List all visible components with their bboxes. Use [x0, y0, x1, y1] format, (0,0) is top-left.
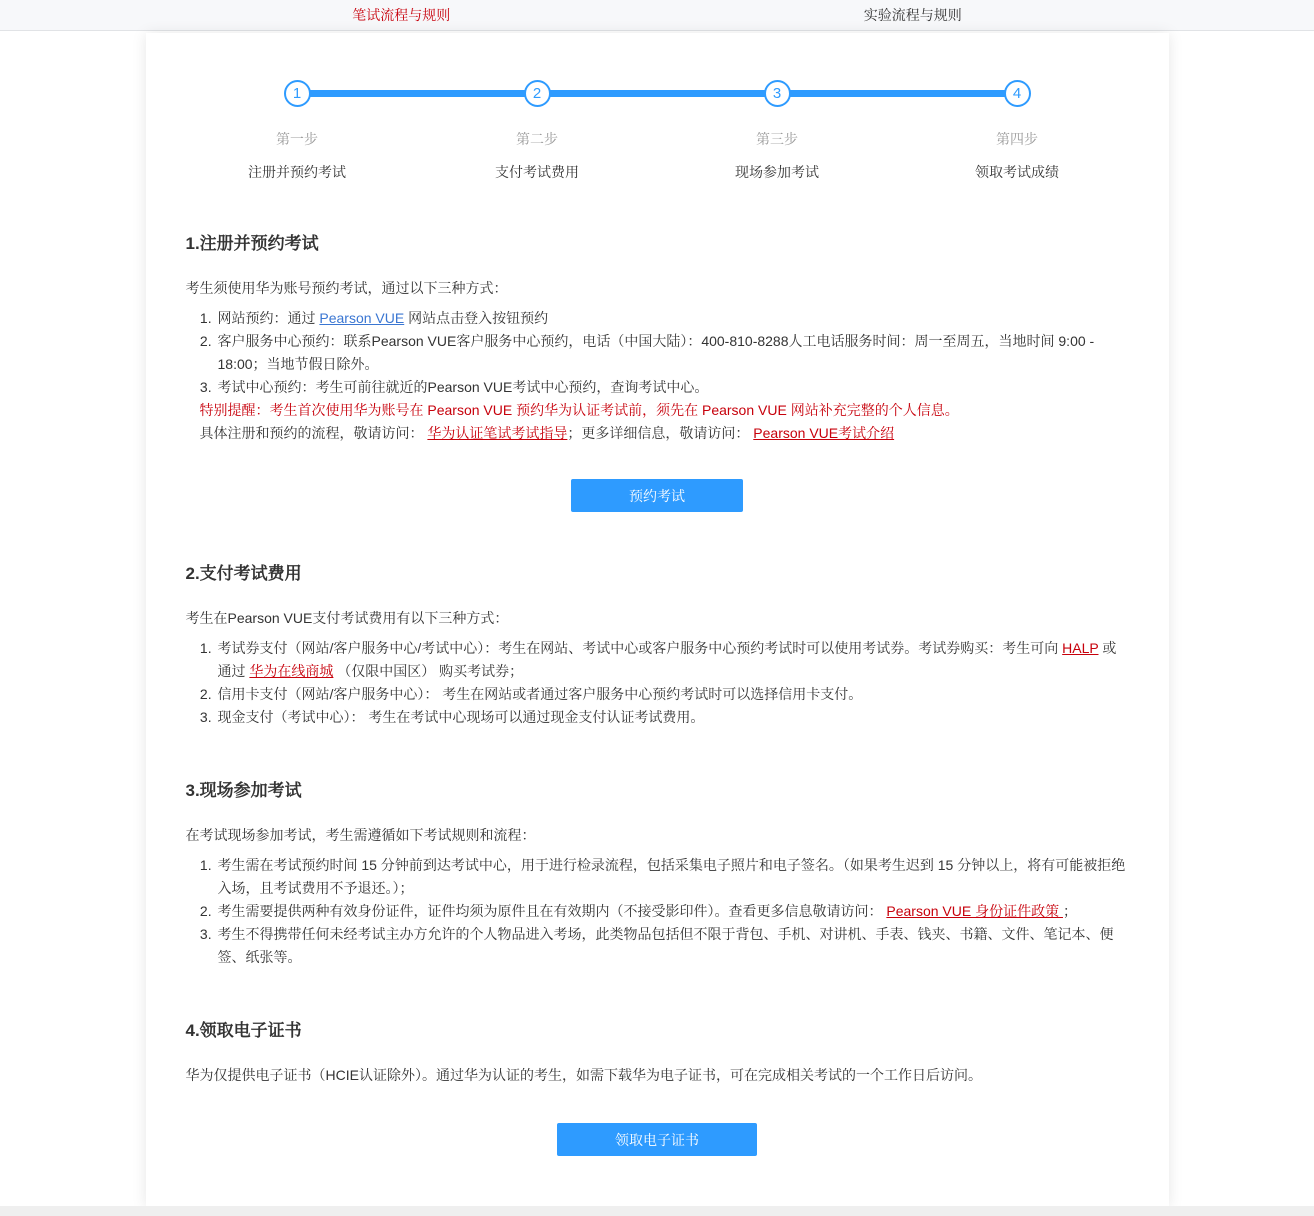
section-intro: 考生须使用华为账号预约考试，通过以下三种方式：	[185, 280, 508, 296]
list-item	[216, 330, 1129, 376]
step-1-name: 注册并预约考试	[248, 164, 346, 180]
pearson-vue-intro-link[interactable]: Pearson VUE考试介绍	[753, 425, 895, 441]
text-segment: 网站预约：通过	[217, 310, 320, 326]
id-policy-link[interactable]: Pearson VUE 身份证件政策	[886, 903, 1063, 919]
footer-strip	[0, 1206, 1314, 1216]
pearson-vue-link[interactable]: Pearson VUE	[319, 310, 405, 326]
text-segment: 网站点击登入按钮预约	[404, 310, 549, 326]
stepper	[177, 33, 1137, 182]
tab-written-exam-rules[interactable]: 笔试流程与规则	[352, 7, 451, 23]
written-exam-guide-link[interactable]: 华为认证笔试考试指导	[427, 425, 568, 441]
section-heading: 2.支付考试费用	[185, 564, 302, 583]
text-segment: 现金支付（考试中心）： 考生在考试中心现场可以通过现金支付认证考试费用。	[217, 709, 705, 725]
section-intro: 在考试现场参加考试，考生需遵循如下考试规则和流程：	[185, 827, 536, 843]
main-card	[146, 33, 1169, 1206]
button-row	[186, 1123, 1129, 1156]
button-row	[186, 479, 1129, 512]
text-segment: 考生需要提供两种有效身份证件，证件均须为原件且在有效期内（不接受影印件）。查看更多信息敬请访问：	[217, 903, 887, 919]
list-item	[216, 376, 1129, 399]
section-list	[186, 854, 1129, 969]
text-segment: 信用卡支付（网站/客户服务中心）： 考生在网站或者通过客户服务中心预约考试时可以选择信用卡支付。	[217, 686, 863, 702]
step-3-circle: 3	[764, 80, 791, 107]
section-heading: 1.注册并预约考试	[185, 234, 319, 253]
halp-link[interactable]: HALP	[1062, 640, 1099, 656]
step-4-label: 第四步	[996, 131, 1038, 147]
step-4-circle: 4	[1004, 80, 1031, 107]
step-1-circle: 1	[284, 80, 311, 107]
list-item	[216, 307, 1129, 330]
section-list	[186, 307, 1129, 399]
section-pay-exam-fee	[186, 559, 1129, 729]
step-3-label: 第三步	[756, 131, 798, 147]
step-1-label: 第一步	[276, 131, 318, 147]
text-segment: 特别提醒：考生首次使用华为账号在 Pearson VUE 预约华为认证考试前，须先在 Pearson VUE 网站补充完整的个人信息。	[199, 402, 959, 418]
text-segment: 客户服务中心预约：联系Pearson VUE客户服务中心预约，电话（中国大陆）：400-810-8288人工电话服务时间：周一至周五，当地时间 9:00 - 18:00；当地节假日除外。	[217, 333, 1095, 372]
text-segment: ；	[1063, 903, 1077, 919]
section-list	[186, 637, 1129, 729]
list-item	[216, 706, 1129, 729]
step-3-name: 现场参加考试	[735, 164, 819, 180]
text-segment: 考生需在考试预约时间 15 分钟前到达考试中心，用于进行检录流程，包括采集电子照片和电子签名。（如果考生迟到 15 分钟以上，将有可能被拒绝入场，且考试费用不予退还。）；	[217, 857, 1126, 896]
text-segment: 或通过	[217, 640, 1117, 679]
book-exam-button[interactable]: 预约考试	[571, 479, 743, 512]
note-line	[200, 422, 1129, 445]
list-item	[216, 854, 1129, 900]
text-segment: 考生不得携带任何未经考试主办方允许的个人物品进入考场，此类物品包括但不限于背包、手机、对讲机、手表、钱夹、书籍、文件、笔记本、便签、纸张等。	[217, 926, 1114, 965]
note-line	[200, 399, 1129, 422]
get-e-certificate-button[interactable]: 领取电子证书	[557, 1123, 757, 1156]
stepper-line	[297, 90, 1017, 97]
text-segment: 考试券支付（网站/客户服务中心/考试中心）：考生在网站、考试中心或客户服务中心预约考试时可以使用考试券。考试券购买：考生可向	[217, 640, 1063, 656]
text-segment: 考试中心预约：考生可前往就近的Pearson VUE考试中心预约，查询考试中心。	[217, 379, 709, 395]
text-segment: （仅限中国区） 购买考试券；	[333, 663, 524, 679]
section-register-and-book	[186, 229, 1129, 512]
section-heading: 3.现场参加考试	[185, 781, 302, 800]
text-segment: ；更多详细信息，敬请访问：	[567, 425, 754, 441]
section-heading: 4.领取电子证书	[185, 1021, 302, 1040]
tab-bar	[0, 0, 1314, 31]
step-2-circle: 2	[524, 80, 551, 107]
step-4-name: 领取考试成绩	[975, 164, 1059, 180]
list-item	[216, 923, 1129, 969]
section-attend-onsite	[186, 776, 1129, 969]
list-item	[216, 683, 1129, 706]
huawei-online-mall-link[interactable]: 华为在线商城	[249, 663, 334, 679]
section-intro: 考生在Pearson VUE支付考试费用有以下三种方式：	[185, 610, 509, 626]
step-2-label: 第二步	[516, 131, 558, 147]
list-item	[216, 637, 1129, 683]
step-2-name: 支付考试费用	[495, 164, 579, 180]
list-item	[216, 900, 1129, 923]
tab-lab-exam-rules[interactable]: 实验流程与规则	[863, 7, 962, 23]
sections	[146, 229, 1169, 1156]
section-intro: 华为仅提供电子证书（HCIE认证除外）。通过华为认证的考生，如需下载华为电子证书，可在完成相关考试的一个工作日后访问。	[185, 1067, 982, 1083]
text-segment: 具体注册和预约的流程，敬请访问：	[199, 425, 428, 441]
section-get-e-certificate	[186, 1016, 1129, 1156]
